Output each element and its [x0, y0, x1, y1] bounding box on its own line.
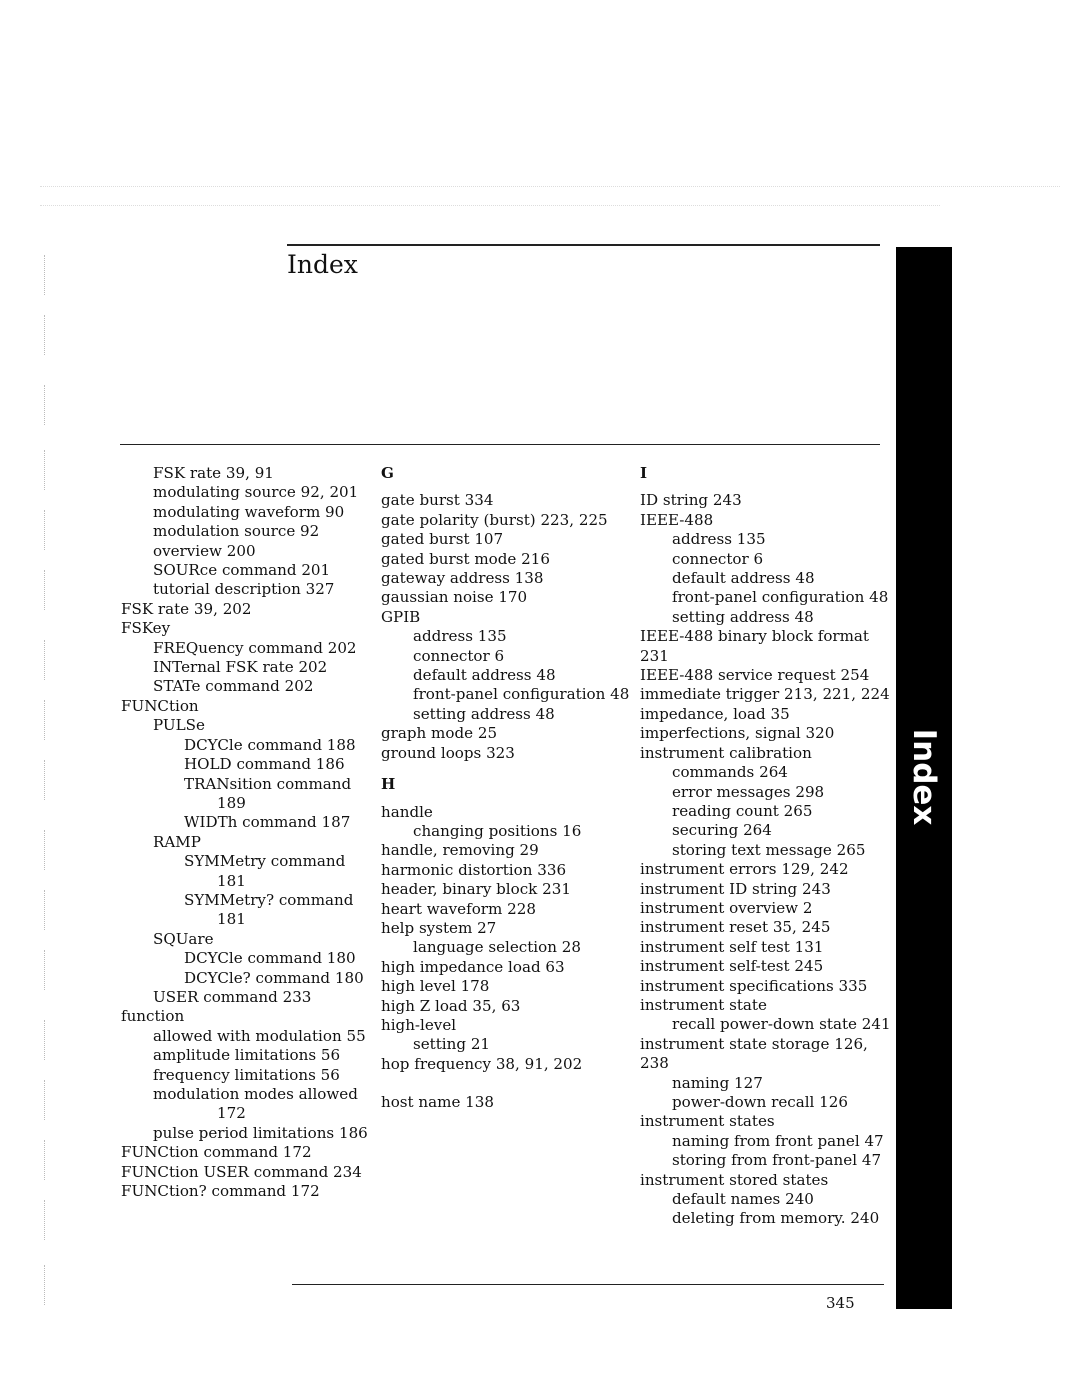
index-entry: handle: [381, 802, 433, 821]
index-entry: header, binary block 231: [381, 880, 571, 899]
index-subentry: SYMMetry? command: [184, 890, 354, 909]
index-entry: IEEE-488 service request 254: [640, 666, 870, 685]
index-subentry: setting address 48: [672, 607, 814, 626]
footer-rule: [292, 1284, 884, 1285]
index-entry: 238: [640, 1054, 669, 1073]
index-subentry: modulating source 92, 201: [153, 483, 359, 502]
index-subentry: SOURce command 201: [153, 561, 331, 580]
index-subentry: modulation source 92: [153, 522, 320, 541]
index-subentry: commands 264: [672, 763, 788, 782]
index-subentry: storing from front-panel 47: [672, 1151, 882, 1170]
index-subentry: DCYCle command 188: [184, 735, 356, 754]
index-subentry: WIDTh command 187: [184, 813, 351, 832]
index-subentry: connector 6: [672, 549, 764, 568]
index-entry: gateway address 138: [381, 569, 544, 588]
index-letter-heading: H: [381, 775, 396, 794]
page-number: 345: [826, 1294, 855, 1312]
index-subentry: address 135: [413, 627, 507, 646]
index-subentry: allowed with modulation 55: [153, 1026, 366, 1045]
index-subentry: 172: [217, 1104, 246, 1123]
index-entry: FSKey: [121, 619, 171, 638]
index-subentry: DCYCle command 180: [184, 949, 356, 968]
index-subentry: connector 6: [413, 646, 505, 665]
index-subentry: RAMP: [153, 832, 201, 851]
scan-mark: [44, 385, 51, 425]
index-entry: instrument stored states: [640, 1170, 829, 1189]
index-subentry: USER command 233: [153, 987, 312, 1006]
index-entry: gate burst 334: [381, 491, 494, 510]
index-entry: instrument state: [640, 995, 767, 1014]
index-subentry: power-down recall 126: [672, 1093, 848, 1111]
index-subentry: STATe command 202: [153, 677, 314, 696]
index-entry: instrument ID string 243: [640, 879, 831, 898]
index-subentry: HOLD command 186: [184, 755, 345, 774]
index-entry: help system 27: [381, 918, 497, 937]
index-entry: high-level: [381, 1015, 457, 1034]
index-entry: gated burst mode 216: [381, 549, 550, 568]
scan-mark: [44, 890, 51, 930]
index-entry: IEEE-488 binary block format: [640, 627, 869, 646]
index-subentry: modulation modes allowed: [153, 1085, 358, 1103]
index-entry: function: [121, 1007, 185, 1026]
index-entry: instrument calibration: [640, 743, 812, 762]
index-subentry: setting 21: [413, 1035, 491, 1054]
index-subentry: 189: [217, 793, 246, 812]
index-subentry: error messages 298: [672, 782, 825, 801]
index-tab-label: Index: [906, 728, 942, 826]
index-entry: high Z load 35, 63: [381, 996, 521, 1015]
scan-mark: [44, 640, 51, 680]
title-rule: [287, 244, 880, 246]
index-entry: instrument self-test 245: [640, 957, 824, 976]
index-subentry: overview 200: [153, 541, 256, 560]
scan-mark: [44, 1020, 51, 1060]
index-entry: instrument specifications 335: [640, 976, 868, 995]
index-subentry: setting address 48: [413, 704, 555, 723]
index-entry: heart waveform 228: [381, 899, 536, 918]
index-subentry: default names 240: [672, 1190, 814, 1209]
index-entry: FUNCtion? command 172: [121, 1182, 320, 1201]
index-subentry: default address 48: [413, 666, 556, 685]
scan-mark: [44, 570, 51, 610]
index-subentry: securing 264: [672, 821, 772, 840]
index-subentry: DCYCle? command 180: [184, 968, 364, 987]
scan-mark: [44, 700, 51, 740]
scan-dots-second: [40, 205, 940, 206]
index-subentry: recall power-down state 241: [672, 1015, 891, 1034]
scan-mark: [44, 450, 51, 490]
index-subentry: deleting from memory. 240: [672, 1209, 880, 1228]
page-title: Index: [287, 250, 358, 279]
index-column-i: [640, 464, 890, 1229]
index-entry: harmonic distortion 336: [381, 860, 567, 879]
index-letter-heading: I: [640, 464, 648, 482]
index-subentry: pulse period limitations 186: [153, 1123, 368, 1142]
scan-mark: [44, 950, 51, 990]
scan-dots-top: [40, 186, 1060, 187]
index-subentry: naming 127: [672, 1073, 763, 1092]
index-subentry: 181: [217, 871, 246, 890]
index-entry: instrument self test 131: [640, 937, 824, 956]
index-entry: instrument states: [640, 1112, 775, 1131]
index-subentry: FREQuency command 202: [153, 638, 357, 657]
index-subentry: language selection 28: [413, 938, 581, 957]
index-entry: gate polarity (burst) 223, 225: [381, 510, 608, 529]
columns-top-rule: [120, 444, 880, 445]
scan-mark: [44, 1080, 51, 1120]
index-subentry: SQUare: [153, 929, 214, 948]
index-entry: instrument overview 2: [640, 898, 813, 917]
index-subentry: reading count 265: [672, 801, 813, 820]
index-letter-heading: G: [381, 464, 394, 482]
scan-mark: [44, 830, 51, 870]
index-column-f: [121, 464, 371, 1201]
index-subentry: changing positions 16: [413, 821, 582, 840]
index-subentry: default address 48: [672, 569, 815, 588]
index-entry: instrument errors 129, 242: [640, 860, 849, 879]
scan-mark: [44, 760, 51, 800]
index-entry: FUNCtion: [121, 696, 199, 715]
index-subentry: amplitude limitations 56: [153, 1046, 341, 1065]
index-subentry: 181: [217, 910, 246, 929]
index-entry: hop frequency 38, 91, 202: [381, 1054, 583, 1073]
index-subentry: TRANsition command: [184, 774, 352, 793]
scan-mark: [44, 1265, 51, 1305]
index-entry: high level 178: [381, 977, 490, 996]
scan-mark: [44, 255, 51, 295]
index-subentry: tutorial description 327: [153, 580, 335, 599]
index-subentry: modulating waveform 90: [153, 502, 345, 521]
scan-mark: [44, 510, 51, 550]
index-column-g-h: [381, 464, 636, 1113]
index-subentry: SYMMetry command: [184, 852, 346, 871]
index-entry: FUNCtion USER command 234: [121, 1162, 362, 1181]
index-entry: immediate trigger 213, 221, 224: [640, 685, 890, 704]
index-subentry: INTernal FSK rate 202: [153, 658, 328, 677]
index-subentry: FSK rate 39, 91: [153, 464, 274, 482]
index-entry: instrument state storage 126,: [640, 1034, 868, 1053]
index-entry: imperfections, signal 320: [640, 724, 835, 743]
index-subentry: naming from front panel 47: [672, 1131, 884, 1150]
index-entry: IEEE-488: [640, 510, 714, 529]
scan-mark: [44, 315, 51, 355]
scan-mark: [44, 1140, 51, 1180]
index-entry: instrument reset 35, 245: [640, 918, 831, 937]
index-entry: FSK rate 39, 202: [121, 599, 252, 618]
index-entry: host name 138: [381, 1093, 494, 1112]
index-subentry: storing text message 265: [672, 840, 866, 859]
index-subentry: front-panel configuration 48: [413, 685, 630, 704]
index-subentry: front-panel configuration 48: [672, 588, 889, 607]
index-entry: handle, removing 29: [381, 841, 539, 860]
index-subentry: address 135: [672, 530, 766, 549]
index-entry: high impedance load 63: [381, 957, 565, 976]
index-entry: gaussian noise 170: [381, 588, 528, 607]
index-subentry: frequency limitations 56: [153, 1065, 340, 1084]
index-subentry: PULSe: [153, 716, 205, 735]
index-entry: FUNCtion command 172: [121, 1143, 312, 1162]
index-entry: gated burst 107: [381, 530, 504, 549]
index-entry: ground loops 323: [381, 743, 515, 762]
scan-mark: [44, 1200, 51, 1240]
index-entry: impedance, load 35: [640, 704, 790, 723]
index-entry: GPIB: [381, 607, 421, 626]
index-entry: ID string 243: [640, 491, 742, 510]
index-entry: graph mode 25: [381, 724, 498, 743]
index-entry: 231: [640, 646, 669, 665]
